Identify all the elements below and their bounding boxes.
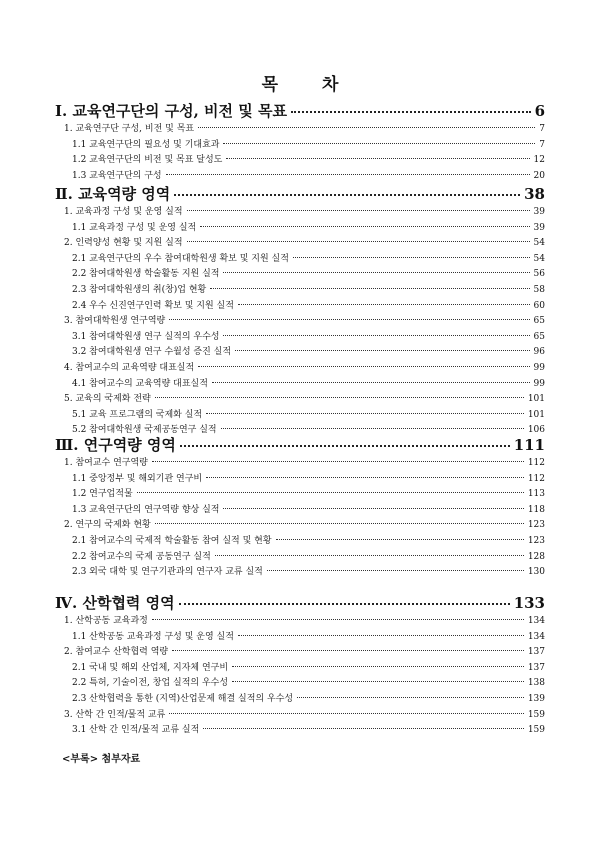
section-heading[interactable]: [55, 100, 545, 121]
page-number: 112: [527, 458, 545, 468]
toc-entry[interactable]: [72, 282, 545, 295]
page-number: 39: [533, 207, 545, 217]
dot-leader: [226, 158, 529, 159]
toc-entry[interactable]: [72, 502, 545, 515]
toc-entry[interactable]: [72, 629, 545, 642]
toc-entry[interactable]: [72, 660, 545, 673]
toc-entry[interactable]: [64, 391, 545, 404]
toc-entry[interactable]: [72, 533, 545, 546]
toc-entry[interactable]: [72, 376, 545, 389]
toc-entry[interactable]: [72, 407, 545, 420]
section-title: Ⅳ. 산학협력 영역: [55, 594, 175, 612]
toc-entry-label: 1.2 교육연구단의 비전 및 목표 달성도: [72, 155, 223, 166]
page-number: 54: [533, 253, 545, 264]
toc-entry[interactable]: [64, 517, 545, 530]
dot-leader: [198, 127, 535, 128]
page-number: 101: [527, 409, 545, 420]
title-char-1: 목: [261, 75, 278, 95]
dot-leader: [206, 477, 524, 478]
toc-entry-label: 4.1 참여교수의 교육역량 대표실적: [72, 378, 208, 389]
dot-leader: [238, 635, 524, 636]
dot-leader: [210, 288, 529, 289]
toc-entry[interactable]: [64, 360, 545, 373]
toc-entry-label: 4. 참여교수의 교육역량 대표실적: [64, 363, 195, 373]
toc-entry-label: 2.2 참여대학원생 학술활동 지원 실적: [72, 269, 220, 280]
toc-entry-label: 5.1 교육 프로그램의 국제화 실적: [72, 409, 203, 420]
dot-leader: [187, 210, 530, 211]
dot-leader: [187, 241, 530, 242]
section-title: Ⅱ. 교육역량 영역: [55, 185, 171, 203]
section-title: Ⅲ. 연구역량 영역: [55, 436, 176, 454]
toc-entry-label: 1.2 연구업적물: [72, 489, 133, 500]
toc-entry-label: 2.2 특허, 기술이전, 창업 실적의 우수성: [72, 678, 229, 689]
dot-leader: [293, 257, 530, 258]
page-number: 54: [533, 238, 545, 249]
toc-entry[interactable]: [72, 152, 545, 165]
dot-leader: [232, 666, 524, 667]
toc-entry-label: 2.3 참여대학원생의 취(창)업 현황: [72, 285, 207, 295]
section-heading[interactable]: [55, 183, 545, 204]
dot-leader: [235, 350, 530, 351]
toc-entry-label: 1.1 중앙정부 및 해외기관 연구비: [72, 473, 203, 484]
toc-entry-label: 1. 산학공동 교육과정: [64, 616, 148, 626]
page-number: 130: [527, 567, 545, 578]
page-number: 137: [527, 662, 545, 673]
page-number: 123: [527, 520, 545, 531]
toc-entry[interactable]: [72, 564, 545, 577]
dot-leader: [166, 174, 530, 175]
page-number: 99: [533, 378, 545, 389]
toc-entry-label: 5.2 참여대학원생 국제공동연구 실적: [72, 425, 217, 436]
toc-entry-label: 2.1 참여교수의 국제적 학술활동 참여 실적 및 현황: [72, 536, 272, 546]
toc-entry[interactable]: [72, 722, 545, 735]
toc-entry[interactable]: [72, 549, 545, 562]
toc-entry[interactable]: [72, 220, 545, 233]
dot-leader: [297, 697, 524, 698]
page-number: 20: [533, 170, 545, 181]
toc-entry[interactable]: [64, 644, 545, 657]
toc-entry[interactable]: [64, 235, 545, 248]
page-number: 118: [527, 504, 545, 515]
toc-entry-label: 2.3 외국 대학 및 연구기관과의 연구자 교류 실적: [72, 567, 263, 578]
dot-leader: [206, 413, 524, 414]
toc-entry-label: 3.1 산학 간 인적/물적 교류 실적: [72, 725, 200, 736]
page-number: 113: [527, 489, 545, 500]
toc-entry-label: 2. 인력양성 현황 및 지원 실적: [64, 238, 183, 249]
toc-entry-label: 2.1 교육연구단의 우수 참여대학원생 확보 및 지원 실적: [72, 253, 289, 264]
dot-leader: [179, 603, 510, 605]
page-number: 134: [527, 631, 545, 642]
toc-entry-label: 1. 교육과정 구성 및 운영 실적: [64, 207, 183, 217]
dot-leader: [291, 111, 531, 113]
toc-entry-label: 3. 산학 간 인적/물적 교류: [64, 709, 166, 720]
dot-leader: [137, 492, 524, 493]
appendix-label: <부록> 첨부자료: [62, 754, 141, 765]
toc-entry[interactable]: [72, 471, 545, 484]
section-heading[interactable]: [55, 592, 545, 613]
toc-entry-label: 1.1 산학공동 교육과정 구성 및 운영 실적: [72, 631, 234, 642]
page-number: 65: [533, 316, 545, 327]
toc-entry[interactable]: [72, 266, 545, 279]
toc-entry-label: 2.3 산학협력을 통한 (지역)산업문제 해결 실적의 우수성: [72, 694, 294, 704]
title-char-2: 차: [322, 75, 339, 95]
dot-leader: [152, 461, 524, 462]
dot-leader: [215, 555, 524, 556]
page-number: 96: [533, 347, 545, 358]
dot-leader: [203, 728, 524, 729]
dot-leader: [212, 382, 530, 383]
dot-leader: [152, 619, 524, 620]
page-number: 138: [527, 678, 545, 689]
toc-entry-label: 2.1 국내 및 해외 산업체, 지자체 연구비: [72, 662, 229, 673]
toc-entry[interactable]: [72, 168, 545, 181]
page-number: 128: [527, 551, 545, 562]
section-title: Ⅰ. 교육연구단의 구성, 비전 및 목표: [55, 102, 287, 120]
toc-entry[interactable]: [72, 344, 545, 357]
toc-entry[interactable]: [72, 486, 545, 499]
page-number: 99: [533, 363, 545, 373]
dot-leader: [223, 143, 535, 144]
dot-leader: [223, 508, 523, 509]
page-number: 60: [533, 300, 545, 311]
dot-leader: [223, 272, 529, 273]
toc-entry-label: 3. 참여대학원생 연구역량: [64, 316, 166, 327]
toc-entry-label: 2.4 우수 신진연구인력 확보 및 지원 실적: [72, 300, 234, 311]
dot-leader: [198, 366, 529, 367]
page-number: 7: [539, 124, 545, 134]
page-number: 133: [513, 594, 545, 612]
toc-entry[interactable]: [64, 313, 545, 326]
toc-entry[interactable]: [72, 691, 545, 704]
toc-entry-label: 1.3 교육연구단의 구성: [72, 170, 162, 181]
toc-entry[interactable]: [72, 137, 545, 150]
dot-leader: [267, 570, 524, 571]
page-number: 65: [533, 331, 545, 342]
dot-leader: [155, 397, 524, 398]
toc-entry[interactable]: [64, 121, 545, 134]
page-number: 12: [533, 155, 545, 166]
toc-entry[interactable]: [72, 298, 545, 311]
toc-entry[interactable]: [72, 329, 545, 342]
toc-entry[interactable]: [72, 251, 545, 264]
page-number: 6: [534, 102, 545, 120]
toc-entry[interactable]: [64, 204, 545, 217]
page-number: 159: [527, 709, 545, 720]
dot-leader: [155, 523, 524, 524]
toc-entry-label: 1. 참여교수 연구역량: [64, 458, 148, 468]
section-heading[interactable]: [55, 434, 545, 455]
dot-leader: [169, 319, 529, 320]
page-number: 39: [533, 222, 545, 233]
toc-entry-label: 3.1 참여대학원생 연구 실적의 우수성: [72, 331, 220, 342]
toc-entry[interactable]: [64, 455, 545, 468]
toc-entry-label: 1.1 교육과정 구성 및 운영 실적: [72, 222, 197, 233]
page-number: 7: [539, 139, 545, 150]
toc-entry-label: 1.3 교육연구단의 연구역량 향상 실적: [72, 504, 220, 515]
toc-entry-label: 2. 참여교수 산학협력 역량: [64, 647, 169, 658]
page-title: [0, 70, 600, 95]
toc-entry-label: 5. 교육의 국제화 전략: [64, 394, 151, 405]
dot-leader: [174, 194, 520, 196]
toc-entry[interactable]: [72, 675, 545, 688]
page-number: 134: [527, 616, 545, 626]
dot-leader: [169, 713, 524, 714]
toc-entry-label: 1. 교육연구단 구성, 비전 및 목표: [64, 124, 195, 134]
page-number: 112: [527, 473, 545, 484]
toc-entry[interactable]: [64, 613, 545, 626]
dot-leader: [223, 335, 529, 336]
page-number: 38: [524, 185, 545, 203]
page-number: 123: [527, 536, 545, 546]
dot-leader: [180, 445, 510, 447]
page-number: 137: [527, 647, 545, 658]
toc-entry[interactable]: [64, 707, 545, 720]
page-number: 106: [527, 425, 545, 436]
page-number: 139: [527, 694, 545, 704]
dot-leader: [172, 650, 524, 651]
dot-leader: [221, 428, 524, 429]
page-number: 159: [527, 725, 545, 736]
toc-entry-label: 2. 연구의 국제화 현황: [64, 520, 151, 531]
dot-leader: [200, 226, 529, 227]
toc-entry-label: 2.2 참여교수의 국제 공동연구 실적: [72, 551, 211, 562]
dot-leader: [232, 681, 524, 682]
toc-entry-label: 3.2 참여대학원생 연구 수월성 증진 실적: [72, 347, 232, 358]
page-number: 101: [527, 394, 545, 405]
toc-entry-label: 1.1 교육연구단의 필요성 및 기대효과: [72, 139, 220, 150]
page-number: 58: [533, 285, 545, 295]
dot-leader: [238, 304, 530, 305]
page-number: 56: [533, 269, 545, 280]
dot-leader: [276, 539, 524, 540]
page-number: 111: [513, 436, 545, 454]
